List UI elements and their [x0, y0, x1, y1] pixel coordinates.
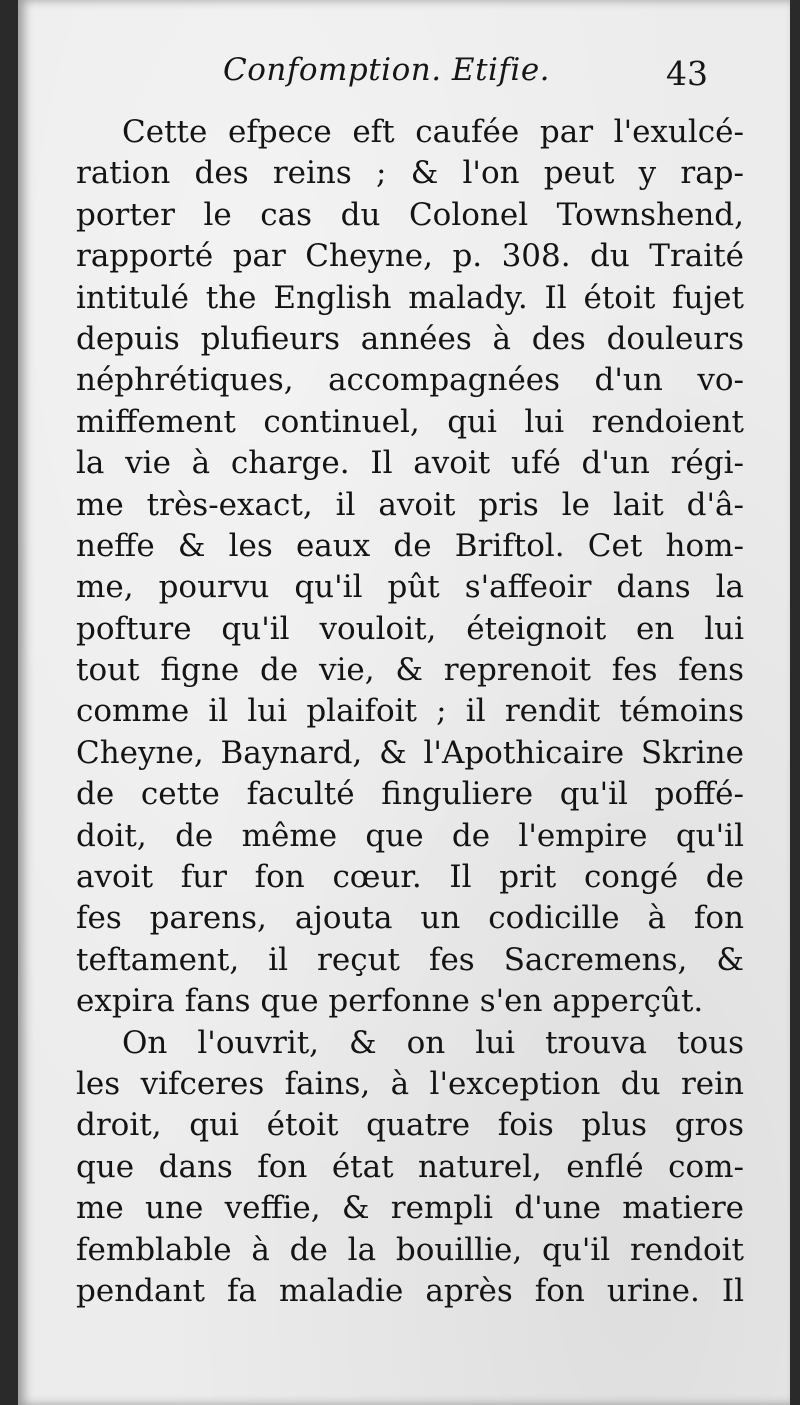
- book-page: [18, 0, 790, 1405]
- text-line: femblable à de la bouillie, qu'il rendoit: [76, 1231, 744, 1268]
- text-line: depuis plufieurs années à des douleurs: [76, 320, 744, 357]
- body-text: [76, 112, 744, 1312]
- page-header: [18, 52, 790, 102]
- text-line: neffe & les eaux de Briftol. Cet hom-: [76, 527, 744, 564]
- page-number: 43: [666, 54, 708, 93]
- text-line: pofture qu'il vouloit, éteignoit en lui: [76, 610, 744, 647]
- text-line: que dans fon état naturel, enflé com-: [76, 1148, 744, 1185]
- text-line: miffement continuel, qui lui rendoient: [76, 403, 744, 440]
- text-line: avoit fur fon cœur. Il prit congé de: [76, 859, 744, 896]
- text-line: doit, de même que de l'empire qu'il: [76, 817, 744, 854]
- text-line: porter le cas du Colonel Townshend,: [76, 196, 744, 233]
- text-line: teftament, il reçut fes Sacremens, &: [76, 941, 744, 978]
- text-line: droit, qui étoit quatre fois plus gros: [76, 1107, 744, 1144]
- text-line: me une veffie, & rempli d'une matiere: [76, 1190, 744, 1227]
- text-line: expira fans que perfonne s'en apperçût.: [76, 983, 704, 1020]
- text-line: rapporté par Cheyne, p. 308. du Traité: [76, 238, 744, 275]
- text-line: de cette faculté finguliere qu'il poffé-: [76, 776, 744, 813]
- text-line: tout figne de vie, & reprenoit fes fens: [76, 652, 744, 689]
- text-line: Cette efpece eft caufée par l'exulcé-: [122, 114, 744, 150]
- text-line: ration des reins ; & l'on peut y rap-: [76, 155, 744, 192]
- text-line: la vie à charge. Il avoit ufé d'un régi-: [76, 445, 744, 482]
- text-line: me très-exact, il avoit pris le lait d'â-: [76, 486, 744, 523]
- text-line: On l'ouvrit, & on lui trouva tous: [122, 1024, 744, 1061]
- running-head: Confomption. Etifie.: [223, 52, 551, 88]
- text-line: intitulé the English malady. Il étoit fujet: [76, 279, 744, 316]
- text-line: néphrétiques, accompagnées d'un vo-: [76, 362, 744, 399]
- text-line: pendant fa maladie après fon urine. Il: [76, 1272, 744, 1309]
- text-line: me, pourvu qu'il pût s'affeoir dans la: [76, 569, 744, 606]
- text-line: Cheyne, Baynard, & l'Apothicaire Skrine: [76, 734, 744, 771]
- text-line: comme il lui plaifoit ; il rendit témoins: [76, 693, 744, 730]
- text-line: fes parens, ajouta un codicille à fon: [76, 900, 744, 937]
- text-line: les vifceres fains, à l'exception du rein: [76, 1065, 744, 1102]
